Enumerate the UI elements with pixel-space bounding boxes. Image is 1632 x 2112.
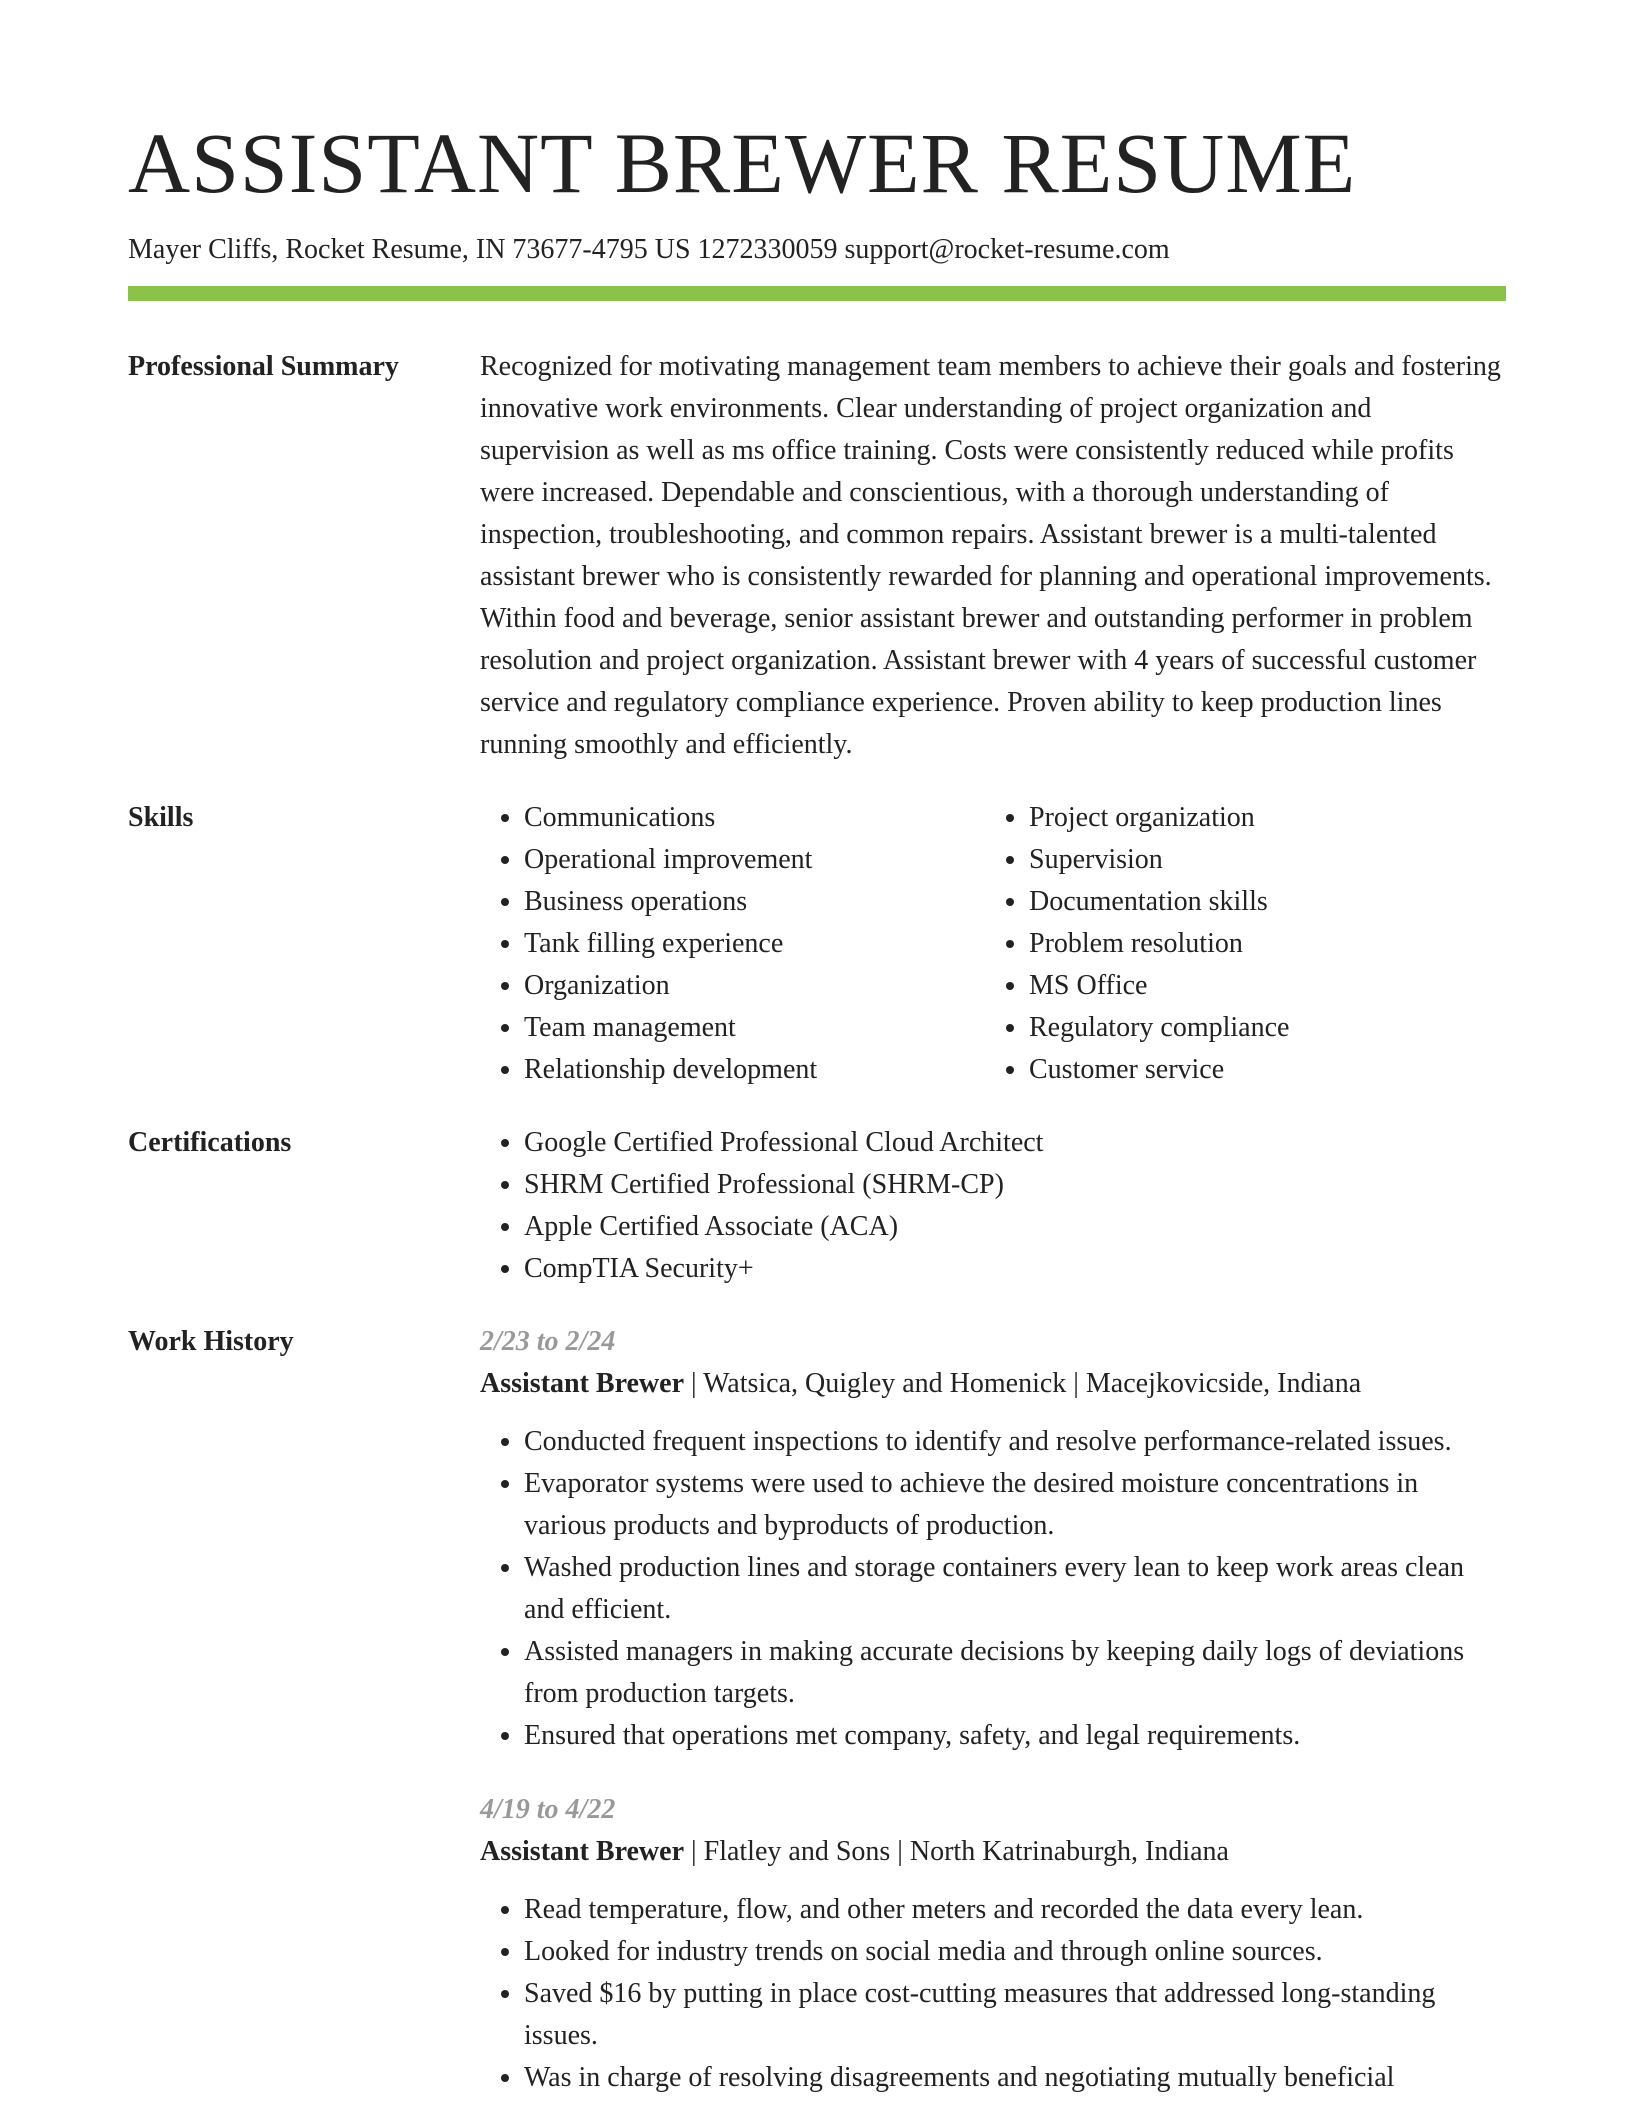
skill-item: • Problem resolution xyxy=(1029,923,1490,965)
work-history-label: Work History xyxy=(128,1326,294,1357)
job-heading xyxy=(480,1363,1506,1405)
resume-title: ASSISTANT BREWER RESUME xyxy=(128,115,1357,211)
skill-item: • Organization xyxy=(524,965,985,1007)
job-employer-location: | Flatley and Sons | North Katrinaburgh, Indiana xyxy=(684,1836,1229,1867)
certification-item: • CompTIA Security+ xyxy=(524,1248,1506,1290)
header-divider xyxy=(128,286,1506,301)
job-employer-location: | Watsica, Quigley and Homenick | Macejkovicside, Indiana xyxy=(684,1368,1362,1399)
skill-item: • Documentation skills xyxy=(1029,881,1490,923)
certifications-label: Certifications xyxy=(128,1127,292,1158)
skills-body xyxy=(480,797,1506,1091)
summary-body xyxy=(480,346,1506,766)
job-dates: 2/23 to 2/24 xyxy=(480,1326,616,1357)
job-bullet: • Looked for industry trends on social media and through online sources. xyxy=(524,1931,1506,1973)
skill-item: • Regulatory compliance xyxy=(1029,1007,1490,1049)
certifications-body xyxy=(480,1122,1506,1290)
skills-list-right xyxy=(985,797,1490,1091)
skills-columns xyxy=(480,797,1506,1091)
job-bullets xyxy=(480,1889,1506,2099)
skill-item: • Relationship development xyxy=(524,1049,985,1091)
job-heading xyxy=(480,1831,1506,1873)
job-dates: 4/19 to 4/22 xyxy=(480,1794,616,1825)
certifications-list xyxy=(480,1122,1506,1290)
job-bullets xyxy=(480,1421,1506,1757)
job-title: Assistant Brewer xyxy=(480,1368,685,1399)
job-bullet: • Read temperature, flow, and other meters and recorded the data every lean. xyxy=(524,1889,1506,1931)
job-bullet: • Was in charge of resolving disagreements and negotiating mutually beneficial xyxy=(524,2057,1506,2099)
job-bullet: • Saved $16 by putting in place cost-cutting measures that addressed long-standing issues. xyxy=(524,1973,1506,2057)
skill-item: • Operational improvement xyxy=(524,839,985,881)
skill-item: • Tank filling experience xyxy=(524,923,985,965)
contact-line: Mayer Cliffs, Rocket Resume, IN 73677-4795 US 1272330059 support@rocket-resume.com xyxy=(128,234,1170,265)
job-bullet: • Washed production lines and storage containers every lean to keep work areas clean and efficient. xyxy=(524,1547,1506,1631)
skill-item: • Team management xyxy=(524,1007,985,1049)
summary-text: Recognized for motivating management team members to achieve their goals and fostering innovative work environments. Clear understanding of project organization and supervision as well as ms office training. Costs were consistently reduced while profits were increased. Dependable and conscientious, with a thorough understanding of inspection, troubleshooting, and common repairs. Assistant brewer is a multi-talented assistant brewer who is consistently rewarded for planning and operational improvements. Within food and beverage, senior assistant brewer and outstanding performer in problem resolution and project organization. Assistant brewer with 4 years of successful customer service and regulatory compliance experience. Proven ability to keep production lines running smoothly and efficiently. xyxy=(480,351,1501,760)
skill-item: • Communications xyxy=(524,797,985,839)
certification-item: • Apple Certified Associate (ACA) xyxy=(524,1206,1506,1248)
skill-item: • Customer service xyxy=(1029,1049,1490,1091)
summary-label: Professional Summary xyxy=(128,351,399,382)
job-bullet: • Assisted managers in making accurate decisions by keeping daily logs of deviations from production targets. xyxy=(524,1631,1506,1715)
certification-item: • SHRM Certified Professional (SHRM-CP) xyxy=(524,1164,1506,1206)
skill-item: • Project organization xyxy=(1029,797,1490,839)
skills-label: Skills xyxy=(128,802,194,833)
skill-item: • Supervision xyxy=(1029,839,1490,881)
job-title: Assistant Brewer xyxy=(480,1836,685,1867)
job-entry xyxy=(480,1789,1506,2099)
skill-item: • Business operations xyxy=(524,881,985,923)
work-history-body xyxy=(480,1321,1506,2099)
job-entry xyxy=(480,1321,1506,1757)
job-bullet: • Evaporator systems were used to achieve the desired moisture concentrations in various products and byproducts of production. xyxy=(524,1463,1506,1547)
skill-item: • MS Office xyxy=(1029,965,1490,1007)
job-bullet: • Ensured that operations met company, safety, and legal requirements. xyxy=(524,1715,1506,1757)
skills-list-left xyxy=(480,797,985,1091)
job-bullet: • Conducted frequent inspections to identify and resolve performance-related issues. xyxy=(524,1421,1506,1463)
certification-item: • Google Certified Professional Cloud Architect xyxy=(524,1122,1506,1164)
